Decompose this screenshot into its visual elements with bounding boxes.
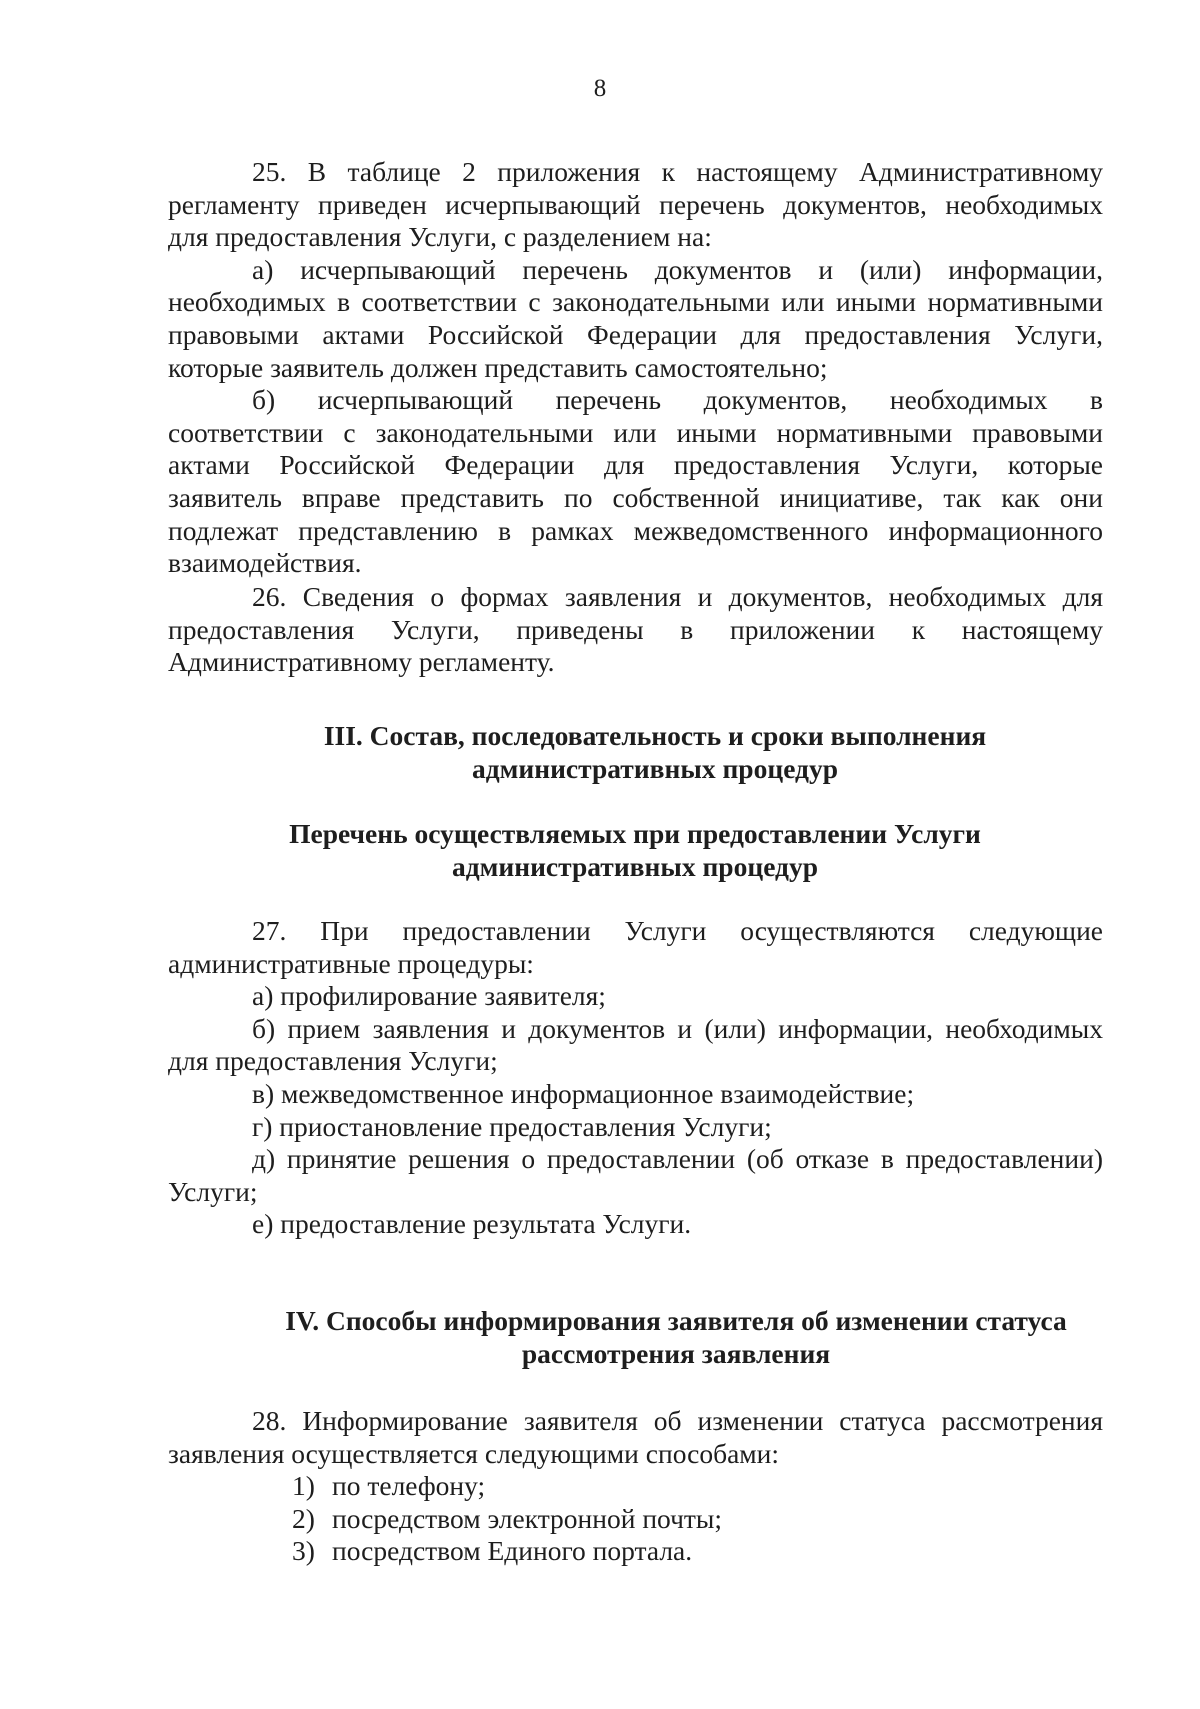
text-line: заявитель вправе представить по собственной инициативе, так как они xyxy=(168,481,1103,513)
list-item: Услуги; xyxy=(168,1175,258,1207)
list-item: в) межведомственное информационное взаимодействие; xyxy=(252,1077,915,1109)
paragraph-28 xyxy=(168,1405,1103,1568)
text-line: соответствии с законодательными или иными нормативными правовыми xyxy=(168,416,1103,448)
list-item: е) предоставление результата Услуги. xyxy=(252,1208,692,1240)
paragraph-26 xyxy=(168,581,1103,679)
text-line: а) исчерпывающий перечень документов и (или) информации, xyxy=(252,253,1103,285)
text-line: взаимодействия. xyxy=(168,547,362,579)
heading-line: Перечень осуществляемых при предоставлении Услуги xyxy=(289,818,981,849)
text-line: необходимых в соответствии с законодательными или иными нормативными xyxy=(168,286,1103,318)
text-line: 25. В таблице 2 приложения к настоящему Административному xyxy=(252,156,1103,187)
section-3-subtitle xyxy=(35,817,1200,883)
text-line: правовыми актами Российской Федерации для предоставления Услуги, xyxy=(168,318,1103,350)
section-3-title xyxy=(55,719,1200,785)
heading-line: административных процедур xyxy=(472,753,838,784)
text-line: для предоставления Услуги, с разделением на: xyxy=(168,221,712,253)
text-line: заявления осуществляется следующими способами: xyxy=(168,1437,780,1469)
text-line: 27. При предоставлении Услуги осуществляются следующие xyxy=(252,915,1103,946)
section-4-title xyxy=(76,1304,1200,1370)
list-number: 3) xyxy=(292,1535,315,1567)
text-line: которые заявитель должен представить самостоятельно; xyxy=(168,351,828,383)
paragraph-25 xyxy=(168,156,1103,580)
list-item: б) прием заявления и документов и (или) информации, необходимых xyxy=(252,1012,1103,1044)
list-item: г) приостановление предоставления Услуги; xyxy=(252,1110,772,1142)
list-item xyxy=(168,1535,1103,1568)
heading-line: рассмотрения заявления xyxy=(521,1338,831,1369)
text-line: административные процедуры: xyxy=(168,947,534,979)
text-line: Административному регламенту. xyxy=(168,646,555,678)
text-line: актами Российской Федерации для предоставления Услуги, которые xyxy=(168,449,1103,481)
text-line: б) исчерпывающий перечень документов, необходимых в xyxy=(252,384,1103,416)
list-item: д) принятие решения о предоставлении (об отказе в предоставлении) xyxy=(252,1143,1103,1175)
list-number: 2) xyxy=(292,1502,315,1534)
text-line: регламенту приведен исчерпывающий перечень документов, необходимых xyxy=(168,188,1103,220)
heading-line: III. Состав, последовательность и сроки выполнения xyxy=(323,720,987,751)
list-item xyxy=(168,1503,1103,1536)
heading-line: IV. Способы информирования заявителя об изменении статуса xyxy=(285,1305,1067,1336)
list-item: а) профилирование заявителя; xyxy=(252,980,606,1012)
list-number: 1) xyxy=(292,1470,315,1502)
text-line: подлежат представлению в рамках межведомственного информационного xyxy=(168,514,1103,546)
list-text: посредством Единого портала. xyxy=(332,1535,693,1567)
list-item: для предоставления Услуги; xyxy=(168,1045,498,1077)
list-item xyxy=(168,1470,1103,1503)
text-line: предоставления Услуги, приведены в приложении к настоящему xyxy=(168,613,1103,645)
text-line: 28. Информирование заявителя об изменении статуса рассмотрения xyxy=(252,1405,1103,1436)
page-number: 8 xyxy=(593,75,607,102)
paragraph-27 xyxy=(168,915,1103,1241)
list-text: по телефону; xyxy=(332,1470,486,1502)
list-text: посредством электронной почты; xyxy=(332,1502,723,1534)
text-line: 26. Сведения о формах заявления и документов, необходимых для xyxy=(252,581,1103,612)
heading-line: административных процедур xyxy=(452,851,818,882)
